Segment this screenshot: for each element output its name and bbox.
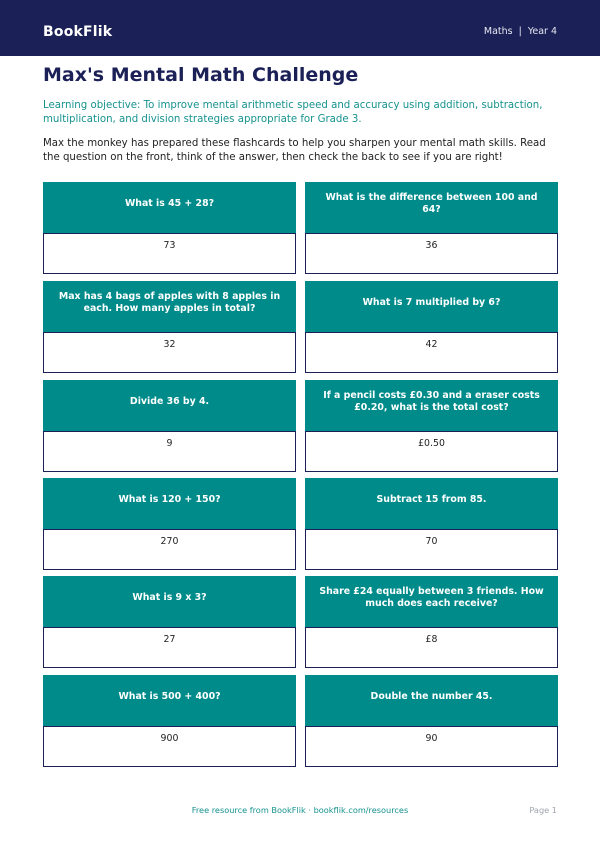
flashcard-question: What is the difference between 100 and 64? [305, 182, 558, 233]
flashcard [305, 576, 558, 668]
flashcard-question: Divide 36 by 4. [43, 380, 296, 431]
flashcard-answer: 32 [43, 332, 296, 373]
flashcard-question: Share £24 equally between 3 friends. How much does each receive? [305, 576, 558, 627]
flashcard [305, 675, 558, 767]
flashcard [305, 281, 558, 373]
flashcard [43, 576, 296, 668]
flashcard [43, 182, 296, 274]
year-label: Year 4 [527, 26, 557, 37]
flashcard [305, 380, 558, 472]
flashcard-question: What is 9 x 3? [43, 576, 296, 627]
flashcard [43, 380, 296, 472]
flashcard-answer: 36 [305, 233, 558, 274]
flashcard-question: If a pencil costs £0.30 and a eraser costs £0.20, what is the total cost? [305, 380, 558, 431]
flashcard [43, 675, 296, 767]
flashcard-answer: 9 [43, 431, 296, 472]
flashcard-answer: 70 [305, 529, 558, 570]
flashcard-question: What is 45 + 28? [43, 182, 296, 233]
brand-logo[interactable]: BookFlik [43, 24, 113, 40]
flashcard-question: Double the number 45. [305, 675, 558, 726]
intro-text: Max the monkey has prepared these flashcards to help you sharpen your mental math skills. Read the question on the front, think of the answer, then check the back to see if you are right! [43, 138, 546, 163]
header-bar [0, 0, 600, 56]
flashcard [43, 478, 296, 570]
flashcard-answer: 42 [305, 332, 558, 373]
flashcard-answer: £0.50 [305, 431, 558, 472]
flashcard-question: What is 7 multiplied by 6? [305, 281, 558, 332]
header-meta [484, 0, 557, 56]
flashcard-answer: 90 [305, 726, 558, 767]
flashcard [43, 281, 296, 373]
flashcard-question: Subtract 15 from 85. [305, 478, 558, 529]
flashcard-question: What is 500 + 400? [43, 675, 296, 726]
flashcard-answer: £8 [305, 627, 558, 668]
flashcard-answer: 270 [43, 529, 296, 570]
flashcard-answer: 27 [43, 627, 296, 668]
flashcard-answer: 73 [43, 233, 296, 274]
page-title: Max's Mental Math Challenge [43, 64, 359, 86]
flashcard-question: Max has 4 bags of apples with 8 apples in each. How many apples in total? [43, 281, 296, 332]
flashcard [305, 478, 558, 570]
flashcard-question: What is 120 + 150? [43, 478, 296, 529]
learning-objective: Learning objective: To improve mental arithmetic speed and accuracy using addition, subtraction, multiplication, and division strategies appropriate for Grade 3. [43, 100, 543, 125]
flashcard [305, 182, 558, 274]
flashcard-answer: 900 [43, 726, 296, 767]
page-number: Page 1 [529, 805, 557, 815]
footer-link[interactable]: Free resource from BookFlik · bookflik.com/resources [191, 805, 409, 815]
meta-separator: | [518, 26, 522, 37]
subject-label: Maths [483, 26, 513, 37]
